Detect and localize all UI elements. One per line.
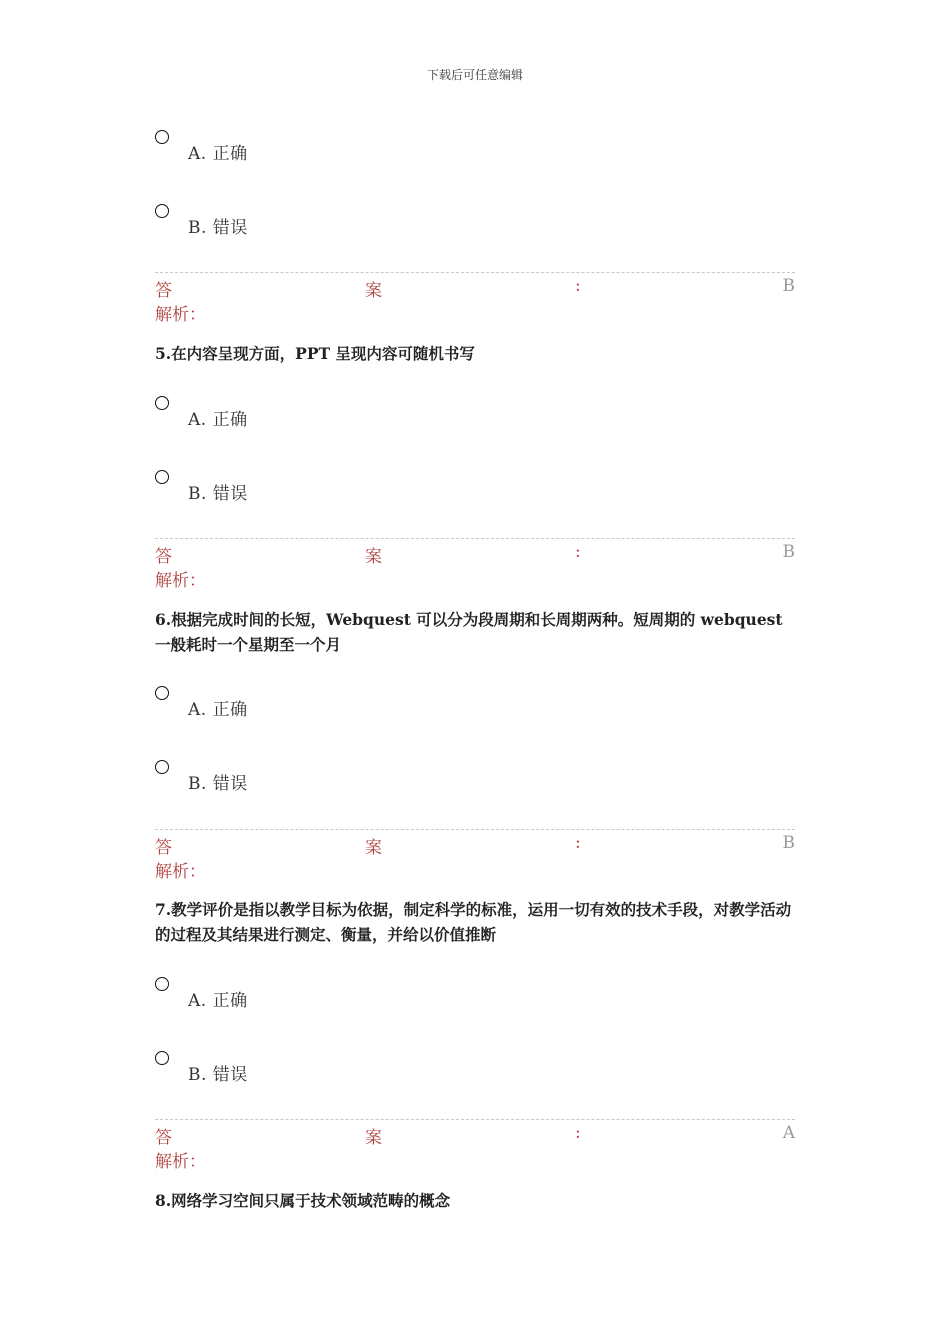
question-text-q6: 6.根据完成时间的长短，Webquest 可以分为段周期和长周期两种。短周期的 webquest 一般耗时一个星期至一个月: [155, 610, 783, 654]
option-label: B. 错误: [188, 1065, 248, 1085]
radio-button-icon[interactable]: [155, 686, 169, 700]
answer-label-char: 答: [155, 547, 172, 567]
option-a-q6[interactable]: [155, 686, 455, 726]
radio-button-icon[interactable]: [155, 1051, 169, 1065]
answer-label-char: 案: [365, 1128, 382, 1148]
option-label: B. 错误: [188, 484, 248, 504]
option-b-q4[interactable]: [155, 204, 455, 244]
option-b-q7[interactable]: [155, 1051, 455, 1091]
answer-label-char: 案: [365, 547, 382, 567]
answer-value: B: [782, 542, 795, 562]
radio-button-icon[interactable]: [155, 470, 169, 484]
radio-button-icon[interactable]: [155, 396, 169, 410]
radio-button-icon[interactable]: [155, 760, 169, 774]
answer-label-colon: :: [575, 833, 581, 853]
option-label: A. 正确: [188, 700, 248, 720]
answer-block-q7: [155, 1119, 795, 1171]
answer-value: B: [782, 276, 795, 296]
option-a-q7[interactable]: [155, 977, 455, 1017]
question-text-q5: 5.在内容呈现方面，PPT 呈现内容可随机书写: [155, 344, 475, 363]
option-a-q4[interactable]: [155, 130, 455, 170]
analysis-label: 解析：: [155, 862, 206, 882]
answer-value: B: [782, 833, 795, 853]
radio-button-icon[interactable]: [155, 977, 169, 991]
option-label: B. 错误: [188, 774, 248, 794]
question-text-q7: 7.教学评价是指以教学目标为依据，制定科学的标准，运用一切有效的技术手段，对教学活动的过程及其结果进行测定、衡量，并给以价值推断: [155, 900, 792, 944]
analysis-label: 解析：: [155, 305, 206, 325]
answer-label-char: 答: [155, 1128, 172, 1148]
answer-value: A: [782, 1123, 795, 1143]
answer-label-colon: :: [575, 542, 581, 562]
answer-label-colon: :: [575, 1123, 581, 1143]
analysis-label: 解析：: [155, 571, 206, 591]
radio-button-icon[interactable]: [155, 204, 169, 218]
answer-label-char: 答: [155, 281, 172, 301]
divider: [155, 538, 795, 539]
divider: [155, 829, 795, 830]
answer-label-char: 答: [155, 838, 172, 858]
option-label: A. 正确: [188, 991, 248, 1011]
option-label: A. 正确: [188, 410, 248, 430]
answer-label-char: 案: [365, 281, 382, 301]
divider: [155, 272, 795, 273]
question-text-q8: 8.网络学习空间只属于技术领域范畴的概念: [155, 1191, 451, 1210]
option-b-q5[interactable]: [155, 470, 455, 510]
answer-block-q5: [155, 538, 795, 590]
option-a-q5[interactable]: [155, 396, 455, 436]
page-header: 下载后可任意编辑: [426, 68, 523, 82]
divider: [155, 1119, 795, 1120]
option-b-q6[interactable]: [155, 760, 455, 800]
option-label: A. 正确: [188, 144, 248, 164]
answer-block-q4: [155, 272, 795, 324]
answer-label-char: 案: [365, 838, 382, 858]
answer-block-q6: [155, 829, 795, 881]
answer-label-colon: :: [575, 276, 581, 296]
radio-button-icon[interactable]: [155, 130, 169, 144]
option-label: B. 错误: [188, 218, 248, 238]
analysis-label: 解析：: [155, 1152, 206, 1172]
